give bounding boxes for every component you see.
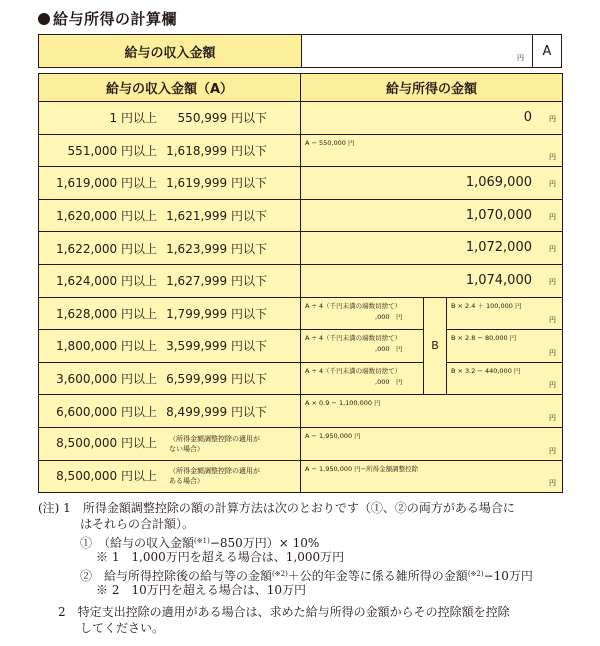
table-row — [39, 330, 563, 363]
table-row — [39, 362, 563, 395]
formula-cell[interactable]: A − 1,950,000 円−所得金額調整控除 円 — [301, 460, 563, 493]
note-1-line2: はそれらの合計額）。 — [80, 517, 195, 531]
yen-unit: 円 — [517, 54, 524, 62]
income-range: 1,620,000 円以上 1,621,999 円以下 — [39, 199, 301, 232]
table-row — [39, 102, 563, 135]
income-range: 8,500,000 円以上 （所得金額調整控除の適用が ない場合） — [39, 427, 301, 460]
result-cell[interactable]: 1,069,000 円 — [301, 167, 563, 200]
result-cell[interactable]: 0 円 — [301, 102, 563, 135]
income-label: 給与の収入金額 — [39, 35, 302, 67]
result-cell[interactable]: 1,072,000 円 — [301, 232, 563, 265]
note-calc-1: ① （給与の収入金額$^{(※1)}$−850万円）× 10% — [80, 536, 320, 550]
income-range: 6,600,000 円以上 8,499,999 円以下 — [39, 395, 301, 428]
income-range: 1 円以上 550,999 円以下 — [39, 102, 301, 135]
formula-b-cell[interactable]: A ÷ 4（千円未満の端数切捨て） ,000 円 — [301, 330, 424, 363]
table-row — [39, 167, 563, 200]
result-cell[interactable]: 1,070,000 円 — [301, 199, 563, 232]
result-cell[interactable]: 1,074,000 円 — [301, 264, 563, 297]
table-row — [39, 264, 563, 297]
table-row — [39, 199, 563, 232]
income-input[interactable] — [302, 35, 532, 67]
formula-cell[interactable]: A − 1,950,000 円 円 — [301, 427, 563, 460]
formula-result-cell[interactable]: B × 2.8 − 80,000 円 円 — [447, 330, 563, 363]
formula-b-cell[interactable]: A ÷ 4（千円未満の端数切捨て） ,000 円 — [301, 297, 424, 330]
box-a-label: A — [532, 35, 561, 67]
note-1-line1: (注) 1 所得金額調整控除の額の計算方法は次のとおりです（①、②の両方がある場合に — [38, 501, 515, 515]
income-range: 3,600,000 円以上 6,599,999 円以下 — [39, 362, 301, 395]
table-row — [39, 232, 563, 265]
income-range: 8,500,000 円以上 （所得金額調整控除の適用が ある場合） — [39, 460, 301, 493]
col-header-result: 給与所得の金額 — [301, 74, 563, 102]
formula-b-cell[interactable]: A ÷ 4（千円未満の端数切捨て） ,000 円 — [301, 362, 424, 395]
table-row — [39, 427, 563, 460]
note-2-line1: 2 特定支出控除の適用がある場合は、求めた給与所得の金額からその控除額を控除 — [58, 605, 510, 619]
table-row — [39, 395, 563, 428]
income-range: 1,624,000 円以上 1,627,999 円以下 — [39, 264, 301, 297]
note-calc-1-footnote: ※ 1 1,000万円を超える場合は、1,000万円 — [96, 550, 345, 564]
income-table — [38, 73, 563, 493]
income-input-box — [38, 34, 562, 68]
formula-cell[interactable]: A − 550,000 円 円 — [301, 134, 563, 167]
col-header-income: 給与の収入金額（A） — [39, 74, 301, 102]
b-label: B — [424, 297, 447, 395]
formula-result-cell[interactable]: B × 2.4 ＋ 100,000 円 円 — [447, 297, 563, 330]
income-range: 1,622,000 円以上 1,623,999 円以下 — [39, 232, 301, 265]
table-row — [39, 297, 563, 330]
note-calc-2: ② 給与所得控除後の給与等の金額$^{(※2)}$＋公的年金等に係る雑所得の金額$^{(※2)}$−10万円 — [80, 569, 533, 583]
formula-cell[interactable]: A × 0.9 − 1,100,000 円 円 — [301, 395, 563, 428]
table-row — [39, 134, 563, 167]
income-range: 1,800,000 円以上 3,599,999 円以下 — [39, 330, 301, 363]
table-row — [39, 460, 563, 493]
note-calc-2-footnote: ※ 2 10万円を超える場合は、10万円 — [96, 583, 306, 597]
bullet-icon — [38, 13, 50, 25]
formula-result-cell[interactable]: B × 3.2 − 440,000 円 円 — [447, 362, 563, 395]
note-2-line2: してください。 — [80, 621, 165, 635]
income-range: 1,628,000 円以上 1,799,999 円以下 — [39, 297, 301, 330]
income-range: 1,619,000 円以上 1,619,999 円以下 — [39, 167, 301, 200]
section-title: 給与所得の計算欄 — [38, 8, 177, 29]
income-range: 551,000 円以上 1,618,999 円以下 — [39, 134, 301, 167]
